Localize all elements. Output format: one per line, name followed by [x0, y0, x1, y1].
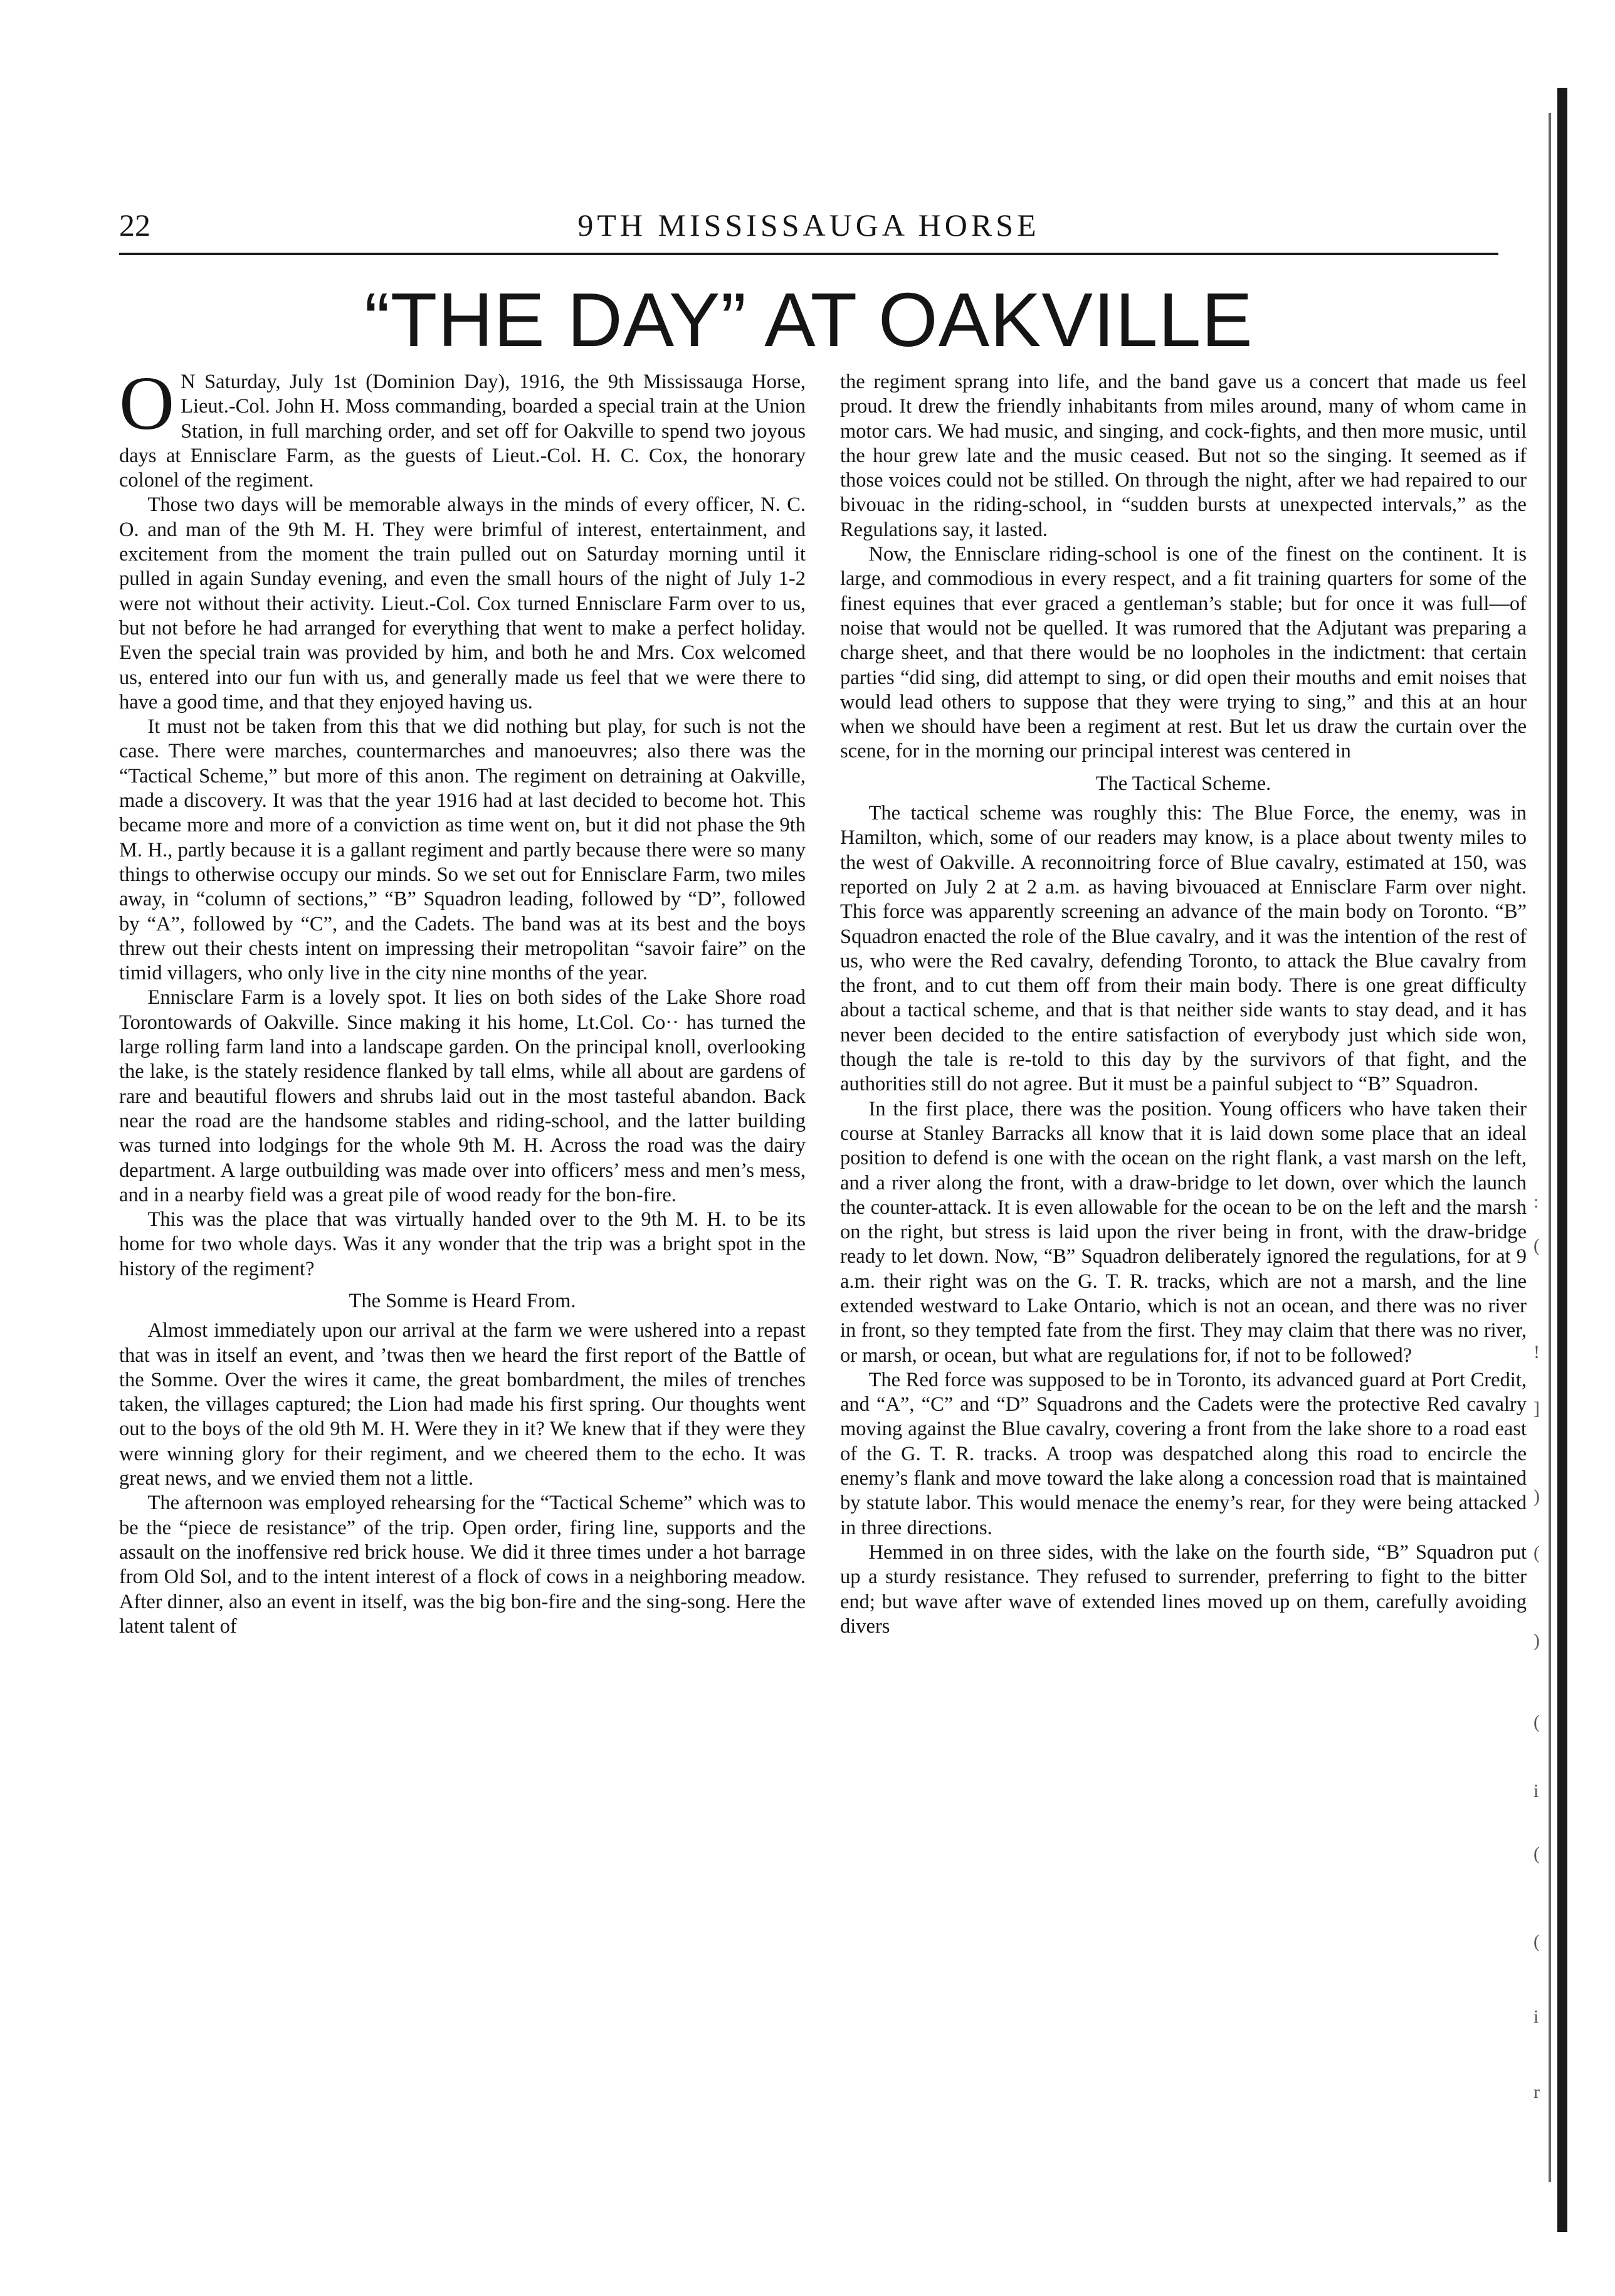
paragraph: Hemmed in on three sides, with the lake on the fourth side, “B” Squadron put up a sturdy resistance. They refused to surrender, preferring to fight to the bitter end; but wave after wave of extended lines moved up on them, carefully avoiding divers [840, 1540, 1527, 1638]
paragraph: In the first place, there was the position. Young officers who have taken their course at Stanley Barracks all know that it is laid down some place that an ideal position to defend is one with the ocean on the right flank, a vast marsh on the left, and a river along the front, with a draw-bridge to let down, over which the launch the counter-attack. It is even allowable for the ocean to be on the left and the marsh on the right, but stress is laid upon the river being in front, with the draw-bridge ready to let down. Now, “B” Squadron deliberately ignored the regulations, for at 9 a.m. their right was on the G. T. R. tracks, which are not a marsh, and the line extended westward to Lake Ontario, which is not an ocean, and there was no river in front, so they tempted fate from the first. They may claim that there was no river, or marsh, or ocean, but what are regulations for, if not to be followed? [840, 1097, 1527, 1367]
page-header [119, 207, 1498, 251]
header-rule [119, 253, 1498, 255]
subheading-somme: The Somme is Heard From. [349, 1289, 576, 1312]
paragraph-intro [119, 370, 806, 493]
paragraph-intro-text: N Saturday, July 1st (Dominion Day), 1916, the 9th Mississauga Horse, Lieut.-Col. John H. Moss commanding, boarded a special train at the Union Station, in full marching order, and set off for Oakville to spend two joyous days at Ennisclare Farm, as the guests of Lieut.-Col. H. C. Cox, the honorary colonel of the regiment. [119, 371, 806, 492]
subheading-tactical: The Tactical Scheme. [1095, 772, 1271, 795]
paragraph: The Red force was supposed to be in Toronto, its advanced guard at Port Credit, and “A”, “C” and “D” Squadrons and the Cadets were the protective Red cavalry moving against the Blue cavalry, covering a front from the lake shore to a road east of the G. T. R. tracks. A troop was despatched along this road to encircle the enemy’s flank and move toward the lake along a concession road that is maintained by statute labor. This would menace the enemy’s rear, for they were being attacked in three directions. [840, 1368, 1527, 1539]
paragraph: Now, the Ennisclare riding-school is one of the finest on the continent. It is large, and commodious in every respect, and a fit training quarters for some of the finest equines that ever graced a gentleman’s stable; but for once it was full—of noise that would not be quelled. It was rumored that the Adjutant was preparing a charge sheet, and that there would be no loopholes in the indictment: that certain parties “did sing, did attempt to sing, or did open their mouths and emit noises that would lead others to suppose that they were trying to sing,” and this at an hour when we should have been a regiment at rest. But let us draw the curtain over the scene, for in the morning our principal interest was centered in [840, 543, 1527, 763]
paragraph: Almost immediately upon our arrival at the farm we were ushered into a repast that was in itself an event, and ’twas then we heard the first report of the Battle of the Somme. Over the wires it came, the great bombardment, the miles of trenches taken, the villages captured; the Lion had made his first spring. Our thoughts went out to the boys of the old 9th M. H. Were they in it? We knew that if they were they were winning glory for their regiment, and we cheered them to the echo. It was great news, and we envied them not a little. [119, 1319, 806, 1490]
paragraph: This was the place that was virtually handed over to the 9th M. H. to be its home for two whole days. Was it any wonder that the trip was a bright spot in the history of the regiment? [119, 1208, 806, 1280]
scan-binding-edge [1557, 88, 1567, 2232]
drop-cap: O [119, 370, 175, 446]
article-title: “THE DAY” AT OAKVILLE [364, 277, 1253, 362]
paragraph: Those two days will be memorable always in the minds of every officer, N. C. O. and man of the 9th M. H. They were brimful of interest, entertainment, and excitement from the moment the train pulled out on Saturday morning until it pulled in again Sunday evening, and even the small hours of the night of July 1-2 were not without their activity. Lieut.-Col. Cox turned Ennisclare Farm over to us, but not before he had arranged for everything that went to make a perfect holiday. Even the special train was provided by him, and both he and Mrs. Cox welcomed us, entered into our fun with us, and generally made us feel that we were there to have a good time, and that they enjoyed having us. [119, 493, 806, 714]
paragraph: The tactical scheme was roughly this: The Blue Force, the enemy, was in Hamilton, which, some of our readers may know, is a place about twenty miles to the west of Oakville. A reconnoitring force of Blue cavalry, estimated at 150, was reported on July 2 at 2 a.m. as having bivouaced at Ennisclare Farm over night. This force was apparently screening an advance of the main body on Toronto. “B” Squadron enacted the role of the Blue cavalry, and it was the intention of the rest of us, who were the Red cavalry, defending Toronto, to attack the Blue cavalry from the front, and to cut them off from their main body. There is one great difficulty about a tactical scheme, and that is that neither side wants to stay dead, and it has never been decided to the entire satisfaction of everybody just which side won, though the tale is re-told to this day by the survivors of that fight, and the authorities still do not agree. But it must be a painful subject to “B” Squadron. [840, 802, 1527, 1096]
paragraph: It must not be taken from this that we did nothing but play, for such is not the case. There were marches, countermarches and manoeuvres; also there was the “Tactical Scheme,” but more of this anon. The regiment on detraining at Oakville, made a discovery. It was that the year 1916 had at last decided to become hot. This became more and more of a conviction as time went on, but it did not phase the 9th M. H., partly because it is a gallant regiment and partly because there were so many things to otherwise occupy our minds. So we set out for Ennisclare Farm, two miles away, in “column of sections,” “B” Squadron leading, followed by “D”, followed by “A”, followed by “C”, and the Cadets. The band was at its best and the boys threw out their chests intent on impressing their metropolitan “savoir faire” on the timid villagers, who only live in the city nine months of the year. [119, 715, 806, 985]
left-column [119, 370, 806, 2138]
right-column [840, 370, 1527, 2138]
paragraph: Ennisclare Farm is a lovely spot. It lies on both sides of the Lake Shore road Torontowards of Oakville. Since making it his home, Lt.Col. Co·· has turned the large rolling farm land into a landscape garden. On the principal knoll, overlooking the lake, is the stately residence flanked by tall elms, while all about are gardens of rare and beautiful flowers and shrubs laid out in the most tasteful abandon. Back near the road are the handsome stables and riding-school, and the latter building was turned into lodgings for the whole 9th M. H. Across the road was the dairy department. A large outbuilding was made over into officers’ mess and men’s mess, and in a nearby field was a great pile of wood ready for the bon-fire. [119, 986, 806, 1206]
page-number: 22 [119, 208, 150, 243]
running-title: 9TH MISSISSAUGA HORSE [577, 208, 1040, 243]
paragraph-continued: the regiment sprang into life, and the band gave us a concert that made us feel proud. It drew the friendly inhabitants from miles around, many of whom came in motor cars. We had music, and singing, and cock-fights, and then more music, until the hour grew late and the music ceased. But not so the singing. It seemed as if those voices could not be stilled. On through the night, after we had repaired to our bivouac in the riding-school, in “sudden bursts at unexpected intervals,” as the Regulations say, it lasted. [840, 371, 1527, 541]
paragraph: The afternoon was employed rehearsing for the “Tactical Scheme” which was to be the “piece de resistance” of the trip. Open order, firing line, supports and the assault on the inoffensive red brick house. We did it three times under a hot barrage from Old Sol, and to the intent interest of a flock of cows in a neighboring meadow. After dinner, also an event in itself, was the big bon-fire and the sing-song. Here the latent talent of [119, 1492, 806, 1638]
bleed-through-marks: : ( ! ] ) ( ) ( i ( ( i r [1533, 1191, 1540, 2102]
